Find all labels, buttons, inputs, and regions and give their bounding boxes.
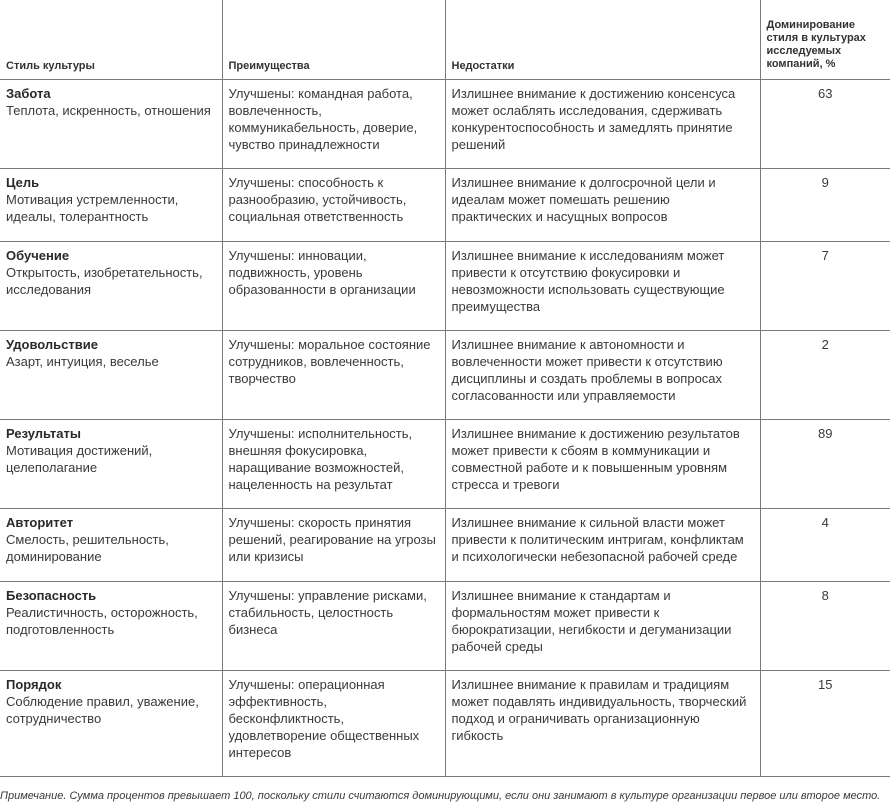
disadvantages-cell [445,80,760,169]
table-row [0,242,890,331]
advantages-cell [222,509,445,582]
advantages-text: Улучшены: способность к разнообразию, устойчивость, социальная ответственность [228,175,407,224]
disadvantages-cell [445,242,760,331]
header-disadvantages: Недостатки [445,0,760,80]
style-description: Теплота, искренность, отношения [6,103,211,118]
style-cell [0,420,222,509]
style-name: Забота [6,86,51,101]
style-description: Мотивация устремленности, идеалы, толерантность [6,192,179,224]
advantages-cell [222,420,445,509]
style-name: Авторитет [6,515,74,530]
disadvantages-text: Излишнее внимание к исследованиям может привести к отсутствию фокусировки и невозможности использовать существующие преимущества [451,248,725,314]
disadvantages-cell [445,582,760,671]
disadvantages-text: Излишнее внимание к достижению результатов может привести к сбоям в коммуникации и совместной работе и к повышенным уровням стресса и тревоги [451,426,740,492]
style-description: Соблюдение правил, уважение, сотрудничество [6,694,199,726]
style-cell [0,582,222,671]
style-description: Открытость, изобретательность, исследования [6,265,203,297]
dominance-percent: 9 [760,169,890,242]
disadvantages-text: Излишнее внимание к правилам и традициям может подавлять индивидуальность, творческий подход и ограничивать организационную гибкость [451,677,747,743]
table-row [0,509,890,582]
table-row [0,169,890,242]
advantages-cell [222,169,445,242]
disadvantages-cell [445,420,760,509]
table-row [0,331,890,420]
advantages-text: Улучшены: командная работа, вовлеченность, коммуникабельность, доверие, чувство принадлежности [228,86,418,152]
disadvantages-text: Излишнее внимание к сильной власти может привести к политическим интригам, конфликтам и психологически небезопасной рабочей среде [451,515,744,564]
style-description: Реалистичность, осторожность, подготовленность [6,605,198,637]
advantages-text: Улучшены: операционная эффективность, бесконфликтность, удовлетворение общественных интересов [228,677,420,760]
table-row [0,80,890,169]
header-style: Стиль культуры [0,0,222,80]
advantages-cell [222,671,445,777]
dominance-percent: 7 [760,242,890,331]
table-row [0,420,890,509]
style-cell [0,509,222,582]
table-header-row [0,0,890,80]
advantages-text: Улучшены: инновации, подвижность, уровень образованности в организации [228,248,416,297]
advantages-cell [222,331,445,420]
table-row [0,671,890,777]
style-description: Смелость, решительность, доминирование [6,532,169,564]
style-cell [0,671,222,777]
style-cell [0,331,222,420]
style-name: Результаты [6,426,81,441]
table-note: Примечание. Сумма процентов превышает 100, поскольку стили считаются доминирующими, если они занимают в культуре организации первое или второе место. [0,790,881,802]
disadvantages-text: Излишнее внимание к стандартам и формальностям может привести к бюрократизации, негибкости и дегуманизации рабочей среды [451,588,732,654]
advantages-cell [222,242,445,331]
style-name: Удовольствие [6,337,98,352]
style-description: Мотивация достижений, целеполагание [6,443,153,475]
advantages-cell [222,80,445,169]
table-row [0,582,890,671]
style-cell [0,242,222,331]
disadvantages-text: Излишнее внимание к автономности и вовлеченности может привести к отсутствию дисциплины и создать проблемы в вопросах согласованности или управляемости [451,337,723,403]
style-cell [0,80,222,169]
style-cell [0,169,222,242]
style-description: Азарт, интуиция, веселье [6,354,159,369]
style-name: Порядок [6,677,62,692]
dominance-percent: 8 [760,582,890,671]
advantages-cell [222,582,445,671]
header-dominance: Доминирование стиля в культурах исследуемых компаний, % [760,0,890,80]
advantages-text: Улучшены: исполнительность, внешняя фокусировка, наращивание возможностей, нацеленность на результат [228,426,413,492]
style-name: Цель [6,175,40,190]
style-name: Обучение [6,248,70,263]
disadvantages-text: Излишнее внимание к достижению консенсуса может ослаблять исследования, сдерживать конкурентоспособность и замедлять принятие решений [451,86,736,152]
style-name: Безопасность [6,588,97,603]
dominance-percent: 2 [760,331,890,420]
disadvantages-cell [445,331,760,420]
dominance-percent: 4 [760,509,890,582]
disadvantages-cell [445,169,760,242]
advantages-text: Улучшены: управление рисками, стабильность, целостность бизнеса [228,588,427,637]
dominance-percent: 15 [760,671,890,777]
disadvantages-text: Излишнее внимание к долгосрочной цели и идеалам может помешать решению практических и насущных вопросов [451,175,716,224]
header-advantages: Преимущества [222,0,445,80]
dominance-percent: 89 [760,420,890,509]
advantages-text: Улучшены: моральное состояние сотрудников, вовлеченность, творчество [228,337,431,386]
advantages-text: Улучшены: скорость принятия решений, реагирование на угрозы или кризисы [228,515,436,564]
disadvantages-cell [445,509,760,582]
dominance-percent: 63 [760,80,890,169]
disadvantages-cell [445,671,760,777]
